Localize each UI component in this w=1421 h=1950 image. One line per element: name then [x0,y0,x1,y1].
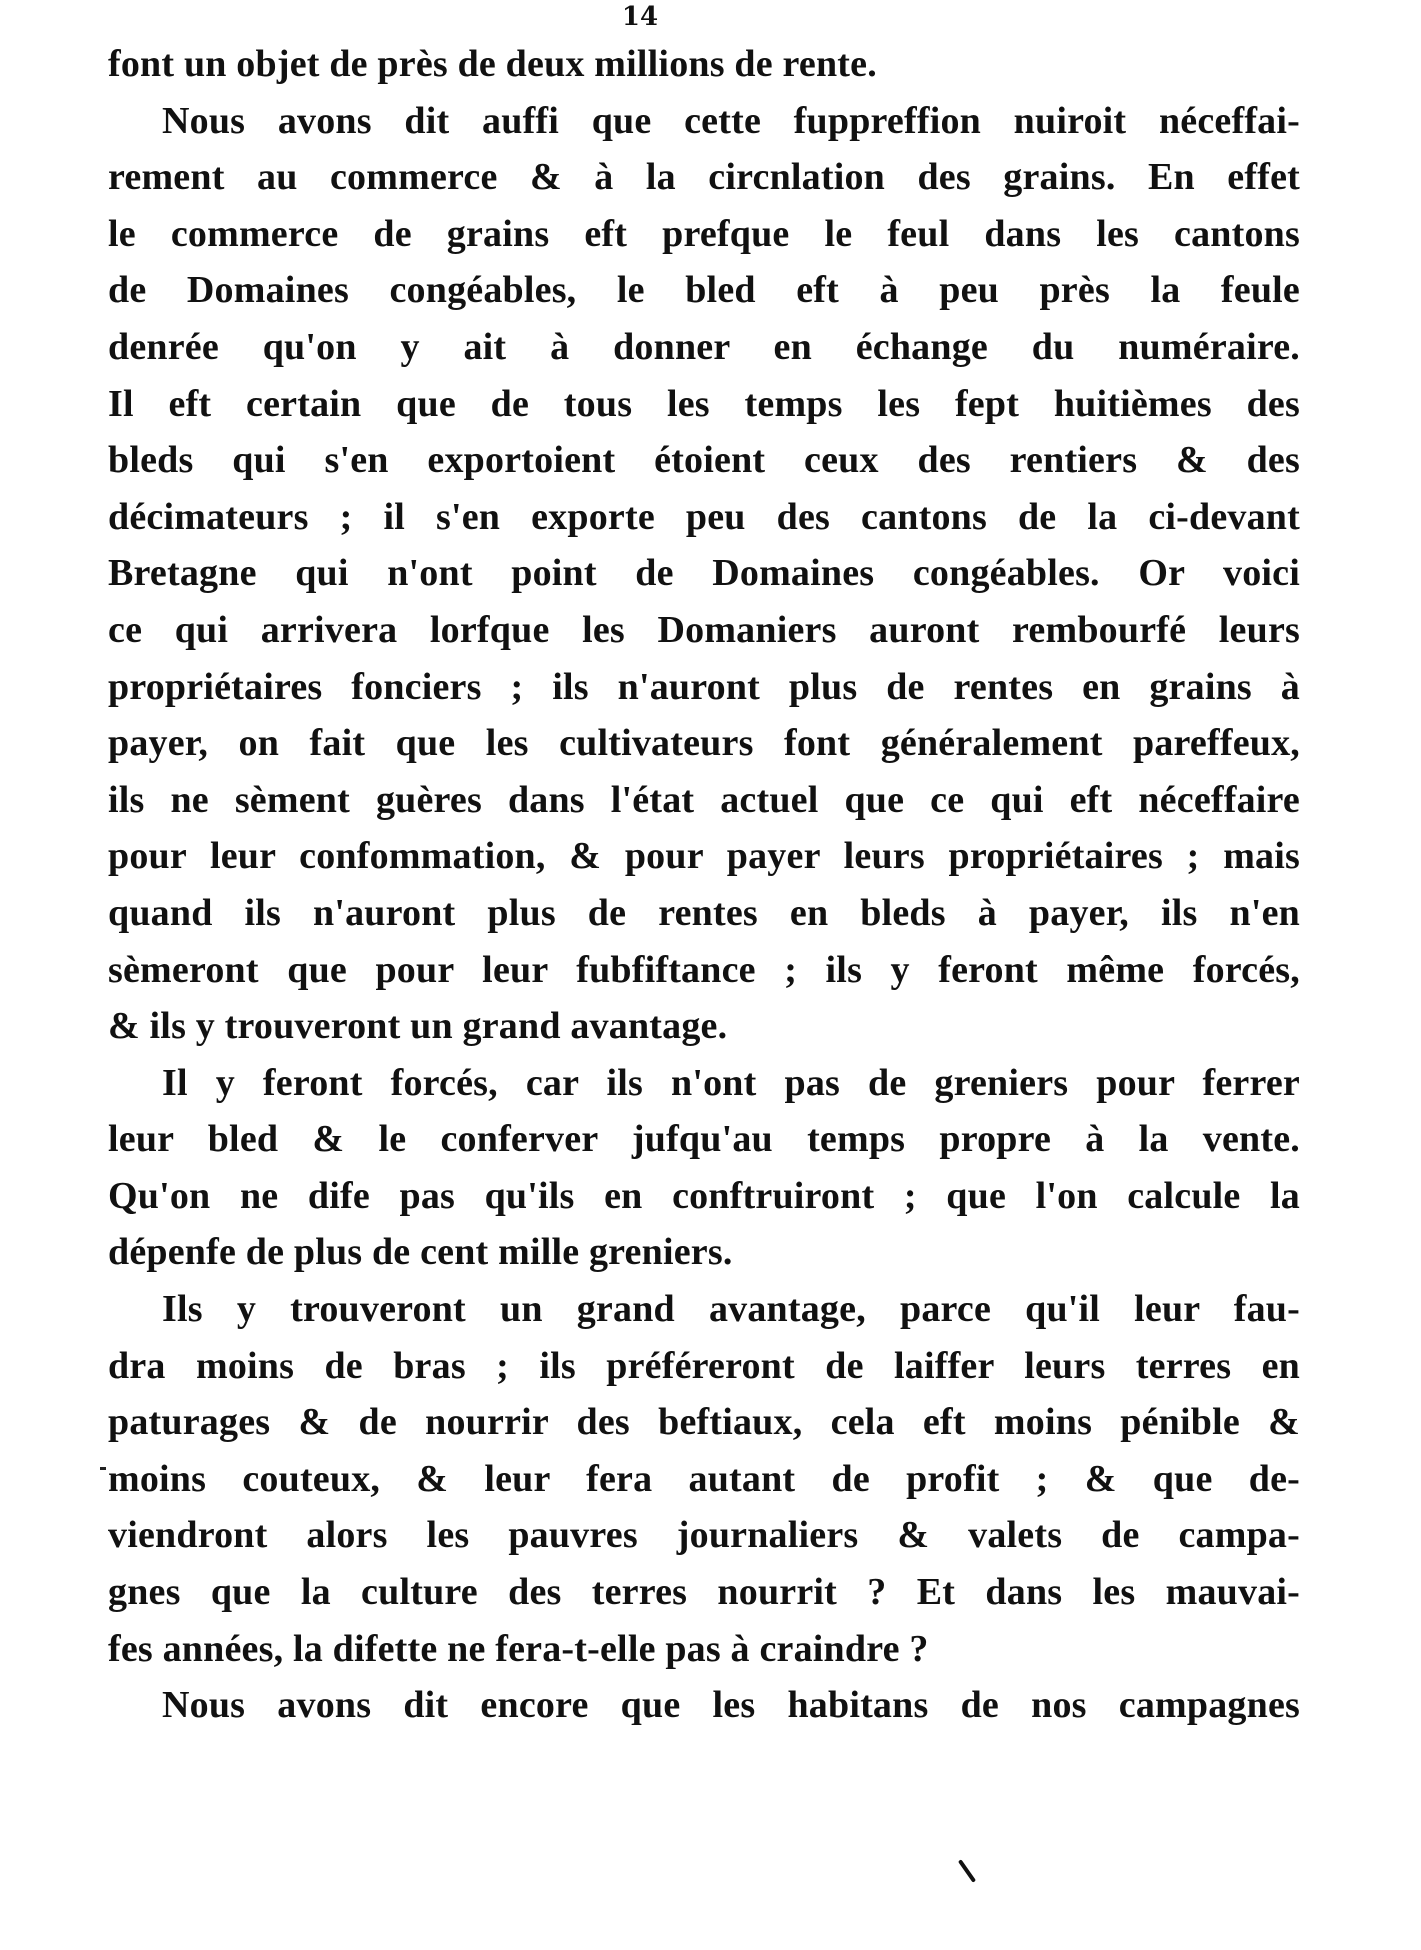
text-line: & ils y trouveront un grand avantage. [108,1005,728,1048]
text-line: rement au commerce & à la circnlation des grains. En effet [108,156,1300,199]
text-line: Bretagne qui n'ont point de Domaines congéables. Or voici [108,552,1300,595]
text-line: dra moins de bras ; ils préféreront de laiffer leurs terres en [108,1344,1300,1387]
text-line: de Domaines congéables, le bled eft à peu près la feule [108,269,1300,312]
text-line: Nous avons dit encore que les habitans de nos campagnes [162,1684,1300,1727]
body-text [108,36,1300,1734]
ink-speck [100,1467,106,1470]
text-line: Il eft certain que de tous les temps les fept huitièmes des [108,382,1300,425]
text-line: sèmeront que pour leur fubfiftance ; ils y feront même forcés, [108,948,1300,991]
text-line: viendront alors les pauvres journaliers & valets de campa- [108,1514,1300,1557]
text-line: quand ils n'auront plus de rentes en bleds à payer, ils n'en [108,891,1300,934]
text-line: dépenfe de plus de cent mille greniers. [108,1231,733,1274]
text-line: pour leur confommation, & pour payer leurs propriétaires ; mais [108,835,1300,878]
text-line: décimateurs ; il s'en exporte peu des cantons de la ci-devant [108,495,1300,538]
text-line: Qu'on ne dife pas qu'ils en conftruiront ; que l'on calcule la [108,1174,1300,1217]
text-line: moins couteux, & leur fera autant de profit ; & que de- [108,1457,1300,1500]
text-line: Nous avons dit auffi que cette fuppreffion nuiroit néceffai- [162,99,1300,142]
text-line: propriétaires fonciers ; ils n'auront plus de rentes en grains à [108,665,1300,708]
text-line: fes années, la difette ne fera-t-elle pas à craindre ? [108,1627,929,1670]
text-line: le commerce de grains eft prefque le feul dans les cantons [108,212,1300,255]
text-line: denrée qu'on y ait à donner en échange du numéraire. [108,325,1300,368]
text-line: Il y feront forcés, car ils n'ont pas de greniers pour ferrer [162,1061,1300,1104]
text-line: bleds qui s'en exportoient étoient ceux des rentiers & des [108,439,1300,482]
text-line: ce qui arrivera lorfque les Domaniers auront rembourfé leurs [108,608,1300,651]
text-line: leur bled & le conferver jufqu'au temps propre à la vente. [108,1118,1300,1161]
text-line: font un objet de près de deux millions de rente. [108,43,877,85]
ink-mark [958,1859,976,1883]
text-line: Ils y trouveront un grand avantage, parce qu'il leur fau- [162,1288,1300,1331]
text-line: ils ne sèment guères dans l'état actuel que ce qui eft néceffaire [108,778,1300,821]
text-line: payer, on fait que les cultivateurs font généralement pareffeux, [108,722,1300,765]
text-line: paturages & de nourrir des beftiaux, cela eft moins pénible & [108,1401,1300,1444]
text-line: gnes que la culture des terres nourrit ? Et dans les mauvai- [108,1571,1300,1614]
page-number: 14 [621,2,659,32]
